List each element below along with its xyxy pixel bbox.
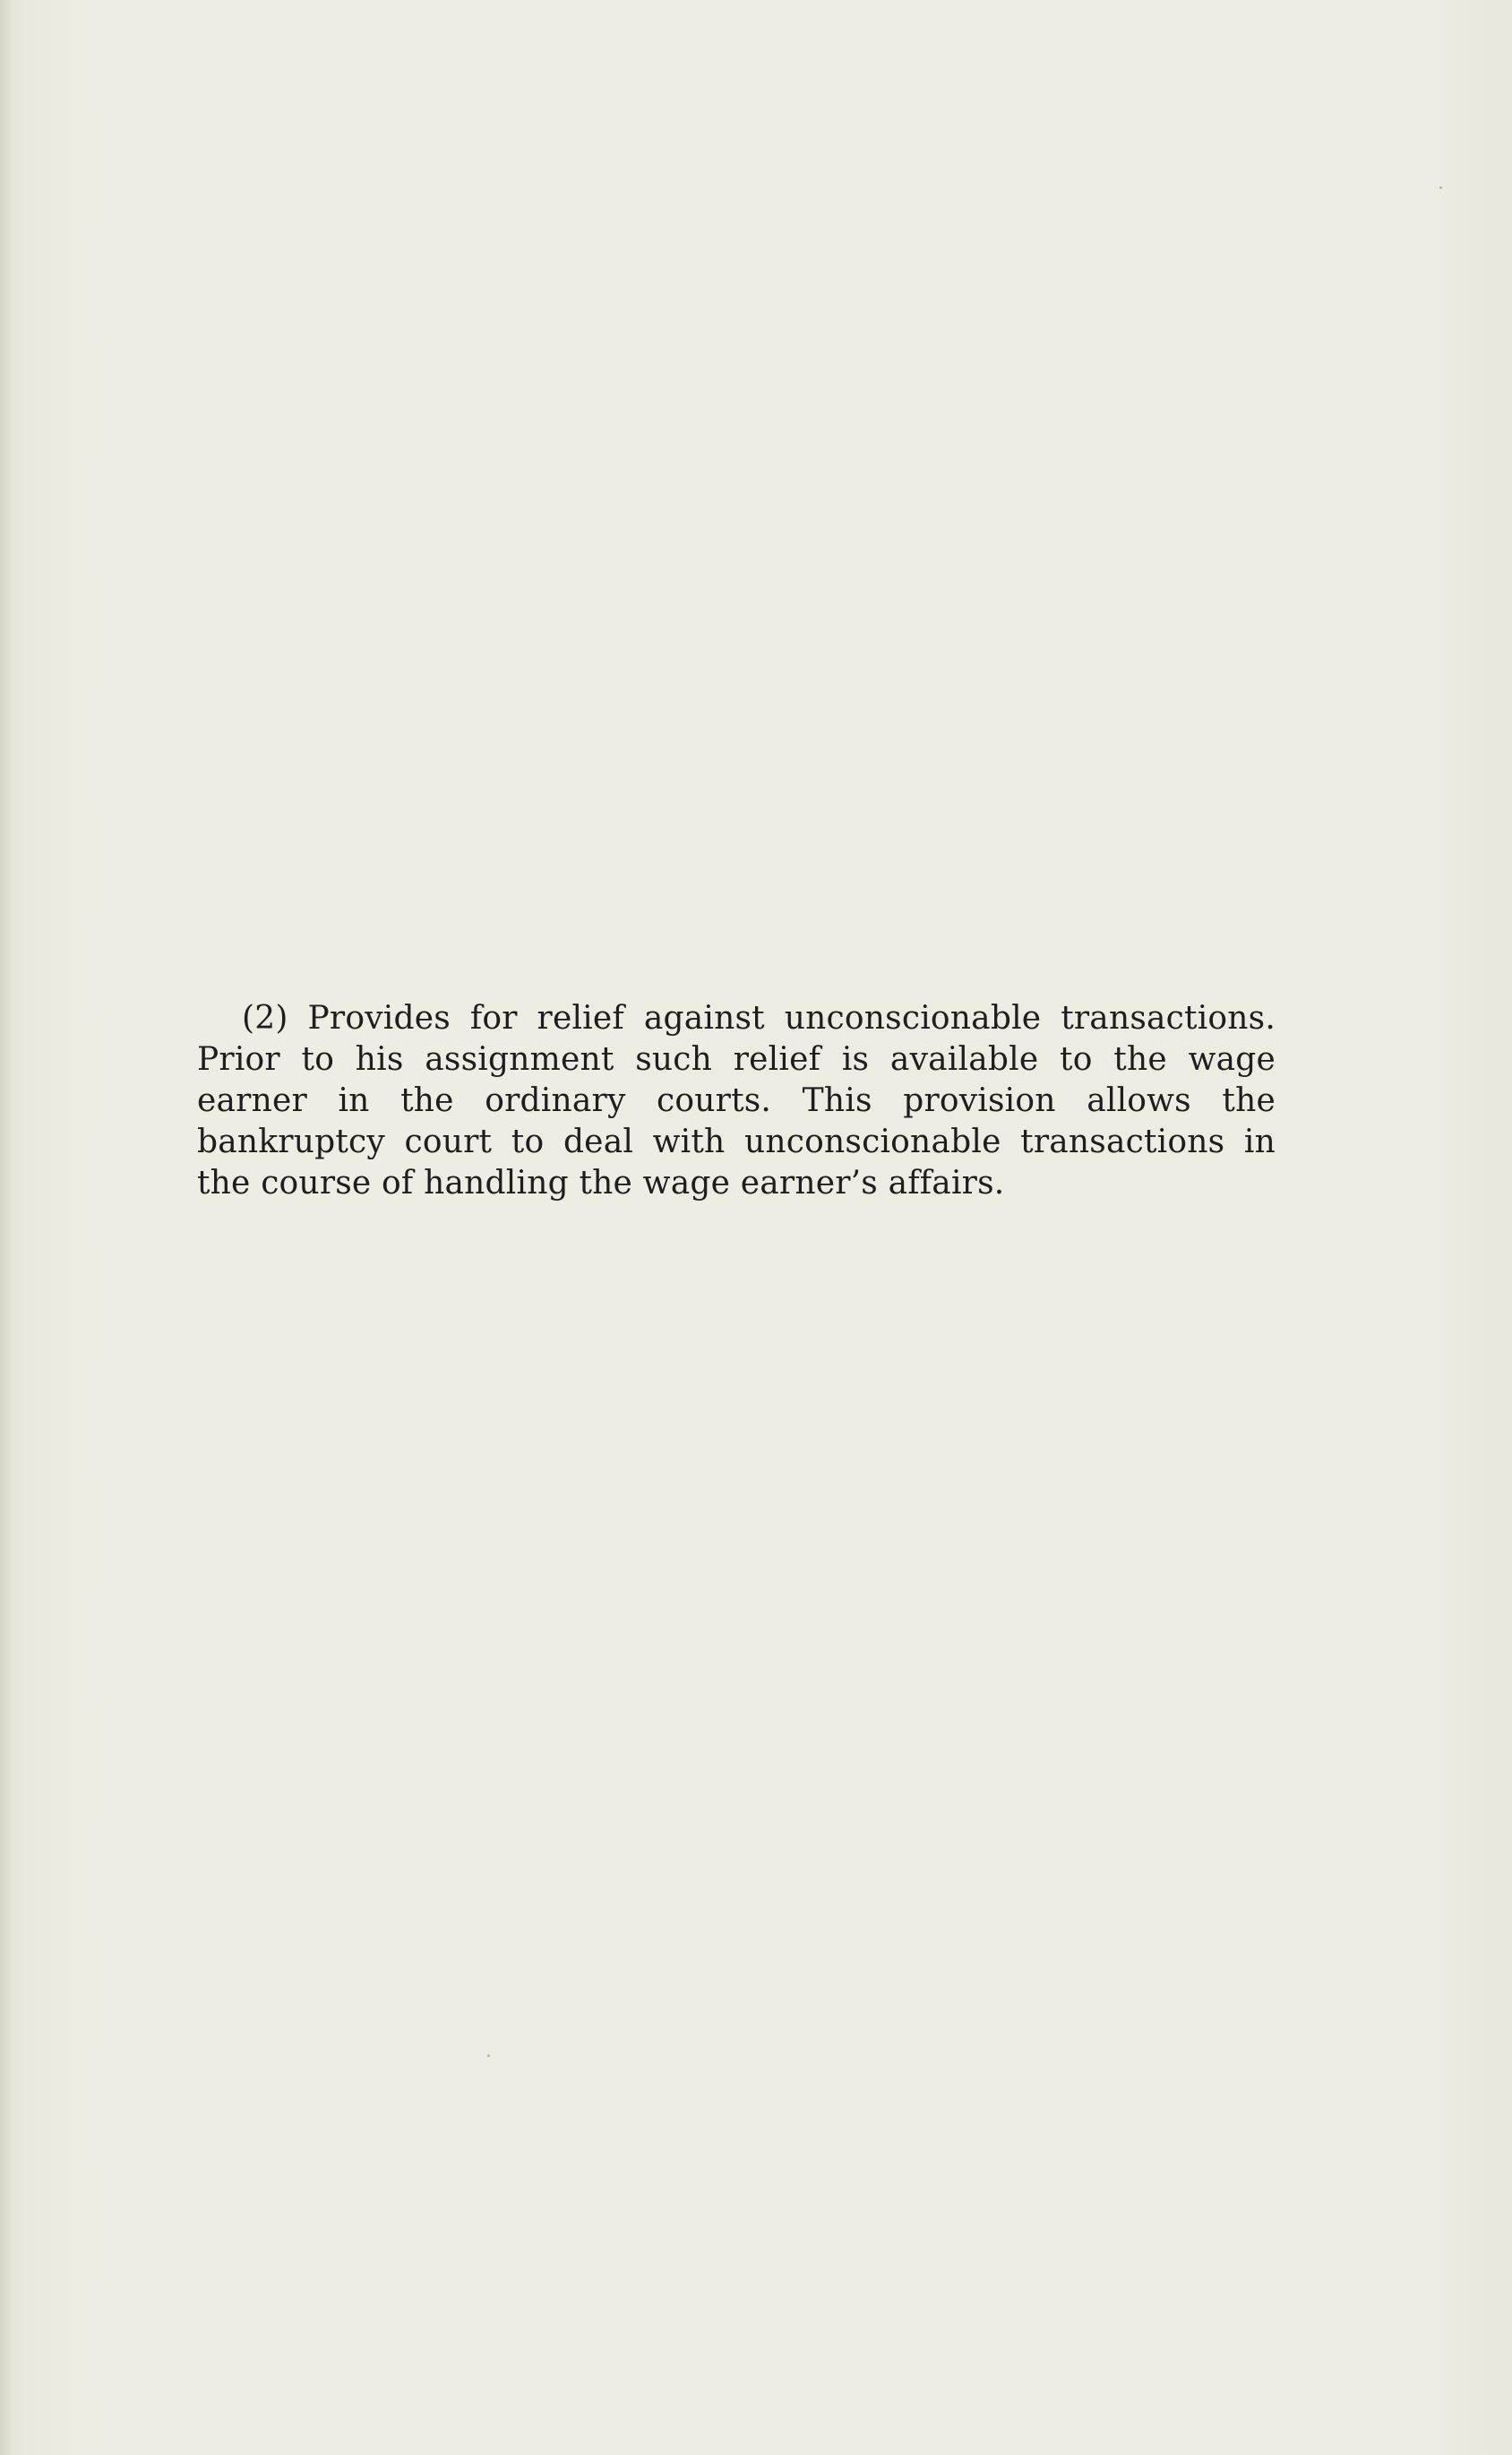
explanatory-note-paragraph: (2) Provides for relief against unconscionable transactions. Prior to his assignment such relief is available to the wage earner in the ordinary courts. This provision allows the bankruptcy court to deal with unconscionable transactions in the course of handling the wage earner’s affairs. — [197, 1000, 1276, 1202]
paper-speck — [487, 2054, 490, 2057]
page-edge-shadow — [0, 0, 13, 2455]
paper-speck — [1439, 186, 1442, 189]
